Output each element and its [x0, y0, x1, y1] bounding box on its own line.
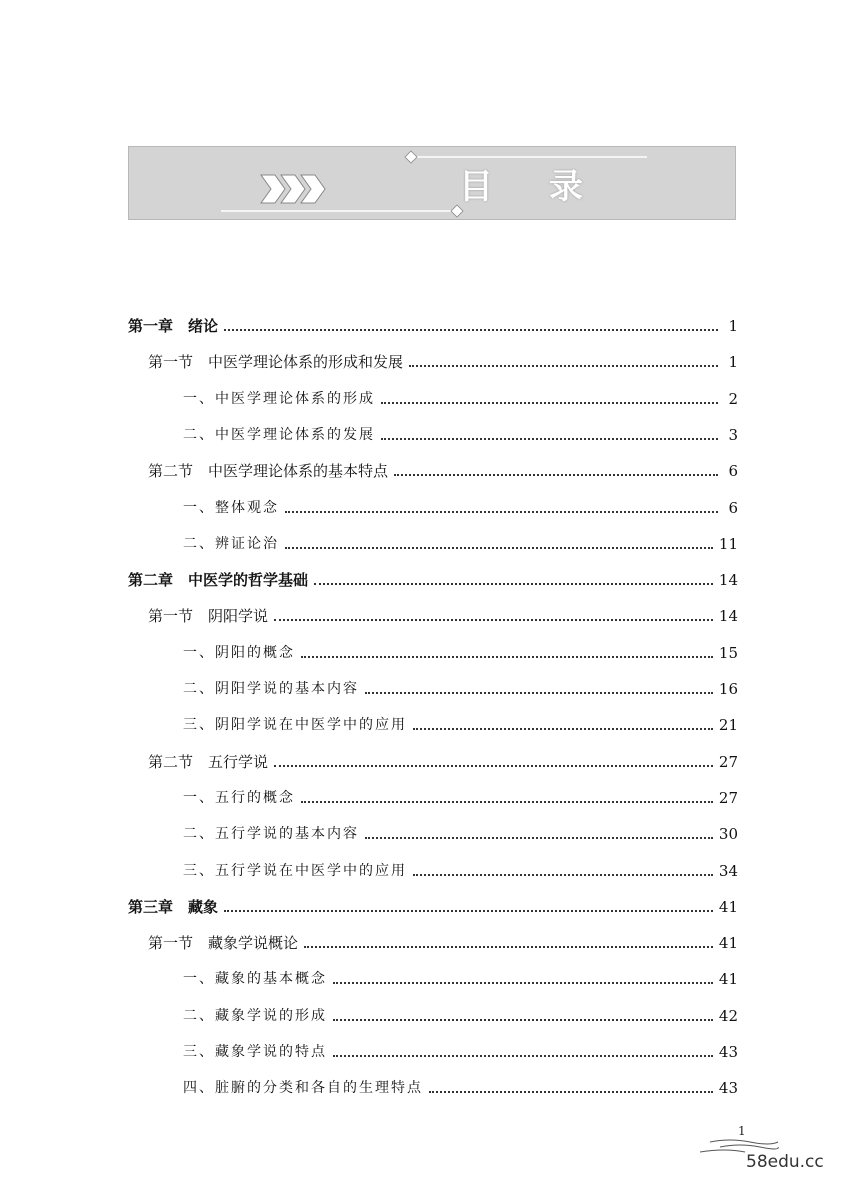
dot-leader	[314, 582, 713, 585]
dot-leader	[365, 836, 713, 839]
toc-entry-label: 第一节 藏象学说概论	[148, 934, 299, 953]
toc-entry	[128, 881, 738, 917]
toc-entry	[128, 590, 738, 626]
toc-entry-label: 四、脏腑的分类和各自的生理特点	[183, 1080, 423, 1097]
dot-leader	[381, 401, 718, 404]
toc-entry	[128, 336, 738, 372]
toc-entry-page: 11	[718, 534, 738, 553]
toc-entry-label: 第一章 绪论	[128, 317, 219, 335]
dot-leader	[285, 510, 718, 513]
dot-leader	[224, 909, 713, 912]
toc-entry-label: 一、整体观念	[183, 499, 279, 516]
toc-entry-page: 15	[718, 643, 738, 662]
toc-entry	[128, 409, 738, 445]
toc-entry-page: 14	[718, 607, 738, 626]
toc-entry	[128, 663, 738, 699]
toc-entry-page: 6	[728, 498, 738, 517]
toc-entry-label: 一、中医学理论体系的形成	[183, 390, 375, 407]
toc-entry-label: 第三章 藏象	[128, 897, 219, 916]
toc-entry-page: 41	[718, 897, 738, 916]
dot-leader	[381, 437, 718, 440]
dot-leader	[333, 981, 713, 984]
toc-entry-page: 41	[718, 934, 738, 953]
toc-entry-page: 30	[718, 825, 738, 844]
toc-entry-page: 27	[718, 788, 738, 807]
toc-entry	[128, 953, 738, 989]
dot-leader	[304, 945, 713, 948]
banner-decoration	[129, 147, 737, 221]
toc-entry-label: 二、藏象学说的形成	[183, 1007, 327, 1024]
toc-entry-page: 3	[728, 425, 738, 444]
dot-leader	[413, 727, 713, 730]
toc-entry-label: 三、藏象学说的特点	[183, 1044, 327, 1060]
toc-entry-page: 34	[718, 861, 738, 880]
toc-entry	[128, 627, 738, 663]
toc-entry	[128, 373, 738, 409]
toc-entry-label: 一、藏象的基本概念	[183, 971, 327, 988]
dot-leader	[301, 800, 713, 803]
toc-entry	[128, 990, 738, 1026]
toc-entry-label: 三、五行学说在中医学中的应用	[183, 862, 407, 879]
toc-entry-page: 1	[728, 353, 738, 372]
dot-leader	[333, 1018, 713, 1021]
toc-entry	[128, 300, 738, 336]
page-number: 1	[738, 1124, 746, 1138]
diamond-icon	[405, 151, 417, 163]
toc-entry-label: 二、阴阳学说的基本内容	[183, 681, 359, 697]
toc-entry-label: 第二节 中医学理论体系的基本特点	[148, 462, 389, 481]
toc-entry	[128, 1026, 738, 1062]
toc-entry-page: 1	[728, 317, 738, 335]
toc-entry	[128, 845, 738, 881]
toc-entry	[128, 808, 738, 844]
toc-entry-label: 一、阴阳的概念	[183, 644, 295, 661]
toc-entry	[128, 772, 738, 808]
toc-entry-label: 一、五行的概念	[183, 789, 295, 806]
dot-leader	[285, 546, 713, 549]
toc-entry	[128, 699, 738, 735]
toc-entry-page: 2	[728, 389, 738, 408]
toc-entry-page: 27	[718, 752, 738, 771]
toc-entry-page: 43	[718, 1079, 738, 1098]
dot-leader	[274, 618, 713, 621]
toc-entry-label: 第二章 中医学的哲学基础	[128, 571, 309, 590]
watermark: 58edu.cc	[746, 1152, 824, 1172]
toc-entry	[128, 736, 738, 772]
toc-entry-page: 16	[718, 680, 738, 698]
dot-leader	[274, 764, 713, 767]
toc-entry-page: 42	[718, 1006, 738, 1025]
toc-entry	[128, 554, 738, 590]
toc-entry	[128, 1062, 738, 1098]
dot-leader	[365, 691, 713, 694]
toc-entry	[128, 917, 738, 953]
dot-leader	[333, 1054, 713, 1057]
toc-entry-label: 第二节 五行学说	[148, 752, 269, 771]
toc-entry-label: 二、辨证论治	[183, 535, 279, 552]
toc-entry-page: 21	[718, 716, 738, 735]
dot-leader	[394, 473, 718, 476]
dot-leader	[429, 1090, 713, 1093]
toc-entry-label: 三、阴阳学说在中医学中的应用	[183, 717, 407, 734]
dot-leader	[409, 364, 718, 367]
chevron-right-icon	[261, 175, 325, 203]
toc-entry-page: 14	[718, 571, 738, 590]
dot-leader	[301, 655, 713, 658]
toc-entry-label: 二、中医学理论体系的发展	[183, 426, 375, 443]
toc-entry	[128, 518, 738, 554]
dot-leader	[224, 328, 718, 331]
toc-entry	[128, 482, 738, 518]
toc-entry	[128, 445, 738, 481]
toc-entry-page: 6	[728, 462, 738, 481]
toc-header-banner	[128, 146, 736, 220]
page-title: 目 录	[459, 167, 605, 207]
toc-entry-label: 第一节 阴阳学说	[148, 607, 269, 626]
toc-entry-label: 二、五行学说的基本内容	[183, 826, 359, 843]
toc-entry-label: 第一节 中医学理论体系的形成和发展	[148, 353, 404, 372]
dot-leader	[413, 873, 713, 876]
toc-entry-page: 43	[718, 1043, 738, 1061]
toc-entry-page: 41	[718, 970, 738, 989]
